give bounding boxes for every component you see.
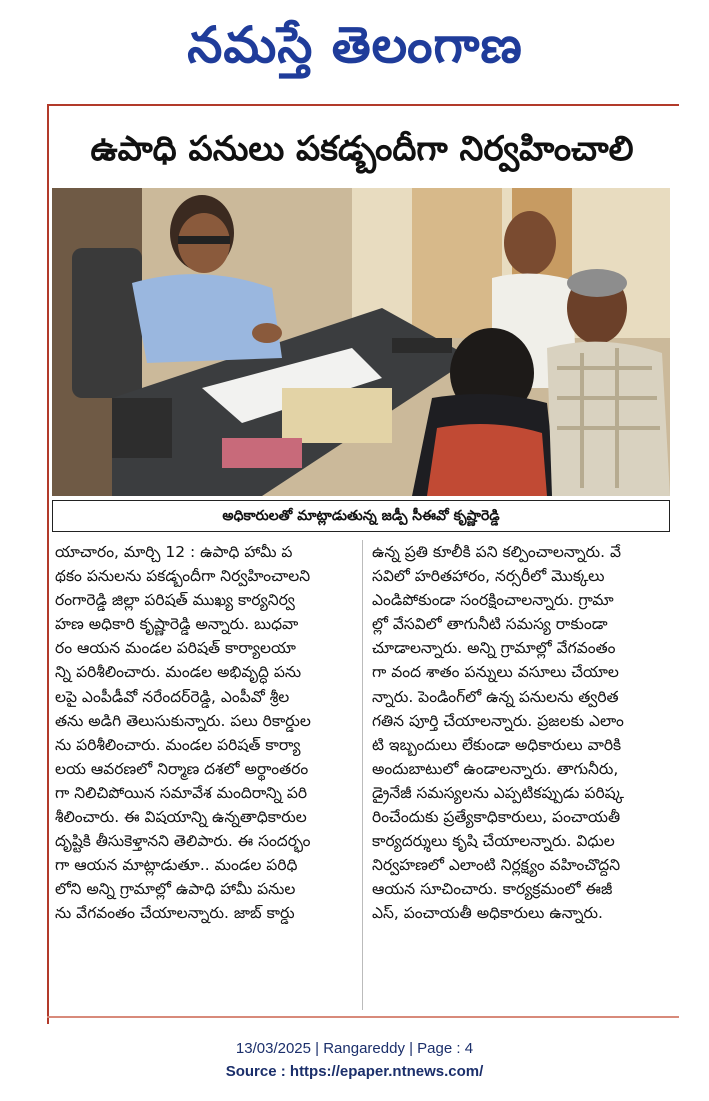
- article-line: రంగారెడ్డి జిల్లా పరిషత్ ముఖ్య కార్యనిర్వ: [55, 591, 295, 610]
- article-line: చూడాలన్నారు. అన్ని గ్రామాల్లో వేగవంతం: [372, 639, 616, 658]
- footer-source-line[interactable]: Source : https://epaper.ntnews.com/: [225, 1063, 484, 1080]
- article-line: గా వంద శాతం పన్నులు వసూలు చేయాల: [372, 663, 619, 682]
- article-line: ఎస్, పంచాయతీ అధికారులు ఉన్నారు.: [372, 904, 603, 923]
- article-line: గా ఆయన మాట్లాడుతూ.. మండల పరిధి: [55, 856, 298, 875]
- article-body-left-column: [55, 540, 355, 1015]
- article-line: గతిన పూర్తి చేయాలన్నారు. ప్రజలకు ఎలాం: [372, 711, 624, 730]
- article-line: లపై ఎంపీడీవో నరేందర్‌రెడ్డి, ఎంపీవో శ్రీల: [55, 687, 290, 706]
- article-line: రం ఆయన మండల పరిషత్ కార్యాలయా: [55, 639, 296, 658]
- article-line: డ్రైనేజీ సమస్యలను ఎప్పటికప్పుడు పరిష్క: [372, 783, 624, 802]
- article-line: న్నారు. పెండింగ్‌లో ఉన్న పనులను త్వరిత: [372, 687, 619, 706]
- article-line: హణ అధికారి కృష్ణారెడ్డి అన్నారు. బుధవా: [55, 615, 299, 634]
- article-line: ఎండిపోకుండా సంరక్షించాలన్నారు. గ్రామా: [372, 591, 614, 610]
- article-line: శీలించారు. ఈ విషయాన్ని ఉన్నతాధికారుల: [55, 808, 307, 827]
- article-line: సవిలో హరితహారం, నర్సరీలో మొక్కలు: [372, 567, 605, 586]
- article-line: కార్యదర్శులు కృషి చేయాలన్నారు. విధుల: [372, 832, 615, 851]
- article-line: ను వేగవంతం చేయాలన్నారు. జాబ్ కార్డు: [55, 904, 295, 923]
- article-line: లయ ఆవరణలో నిర్మాణ దశలో అర్థాంతరం: [55, 759, 309, 778]
- article-line: తను అడిగి తెలుసుకున్నారు. పలు రికార్డుల: [55, 711, 311, 730]
- clipping-bottom-rule: [47, 1016, 679, 1018]
- article-line: ల్లో వేసవిలో తాగునీటి సమస్య రాకుండా: [372, 615, 608, 634]
- article-line: టి ఇబ్బందులు లేకుండా అధికారులు వారికి: [372, 735, 622, 754]
- photo-caption: అధికారులతో మాట్లాడుతున్న జడ్పీ సీఈవో కృష్ణారెడ్డి: [52, 500, 670, 532]
- article-line: గా నిలిచిపోయిన సమావేశ మందిరాన్ని పరి: [55, 783, 308, 802]
- article-headline: ఉపాధి పనులు పకడ్బందీగా నిర్వహించాలి: [90, 129, 634, 169]
- article-photo: [52, 188, 670, 496]
- newspaper-masthead: నమస్తే తెలంగాణ: [187, 15, 523, 74]
- article-body-right-column: [372, 540, 672, 1015]
- article-line: ఆయన సూచించారు. కార్యక్రమంలో ఈజీ: [372, 880, 613, 899]
- article-line: యాచారం, మార్చి 12 : ఉపాధి హామీ ప: [55, 543, 293, 561]
- article-line: న్ని పరిశీలించారు. మండల అభివృద్ధి పను: [55, 663, 302, 682]
- article-line: థకం పనులను పకడ్బందీగా నిర్వహించాలని: [55, 567, 311, 586]
- article-line: నిర్వహణలో ఎలాంటి నిర్లక్ష్యం వహించొద్దని: [372, 856, 621, 875]
- column-divider: [362, 540, 363, 1010]
- article-line: దృష్టికి తీసుకెళ్తానని తెలిపారు. ఈ సందర్భం: [55, 832, 311, 851]
- article-line: రించేందుకు ప్రత్యేకాధికారులు, పంచాయతీ: [372, 808, 621, 827]
- article-line: ఉన్న ప్రతి కూలీకి పని కల్పించాలన్నారు. వే: [372, 543, 622, 561]
- article-line: లోని అన్ని గ్రామాల్లో ఉపాధి హామీ పనుల: [55, 880, 296, 899]
- article-line: అందుబాటులో ఉండాలన్నారు. తాగునీరు,: [372, 759, 619, 778]
- article-line: ను పరిశీలించారు. మండల పరిషత్ కార్యా: [55, 735, 301, 754]
- footer-date-line: 13/03/2025 | Rangareddy | Page : 4: [235, 1040, 474, 1057]
